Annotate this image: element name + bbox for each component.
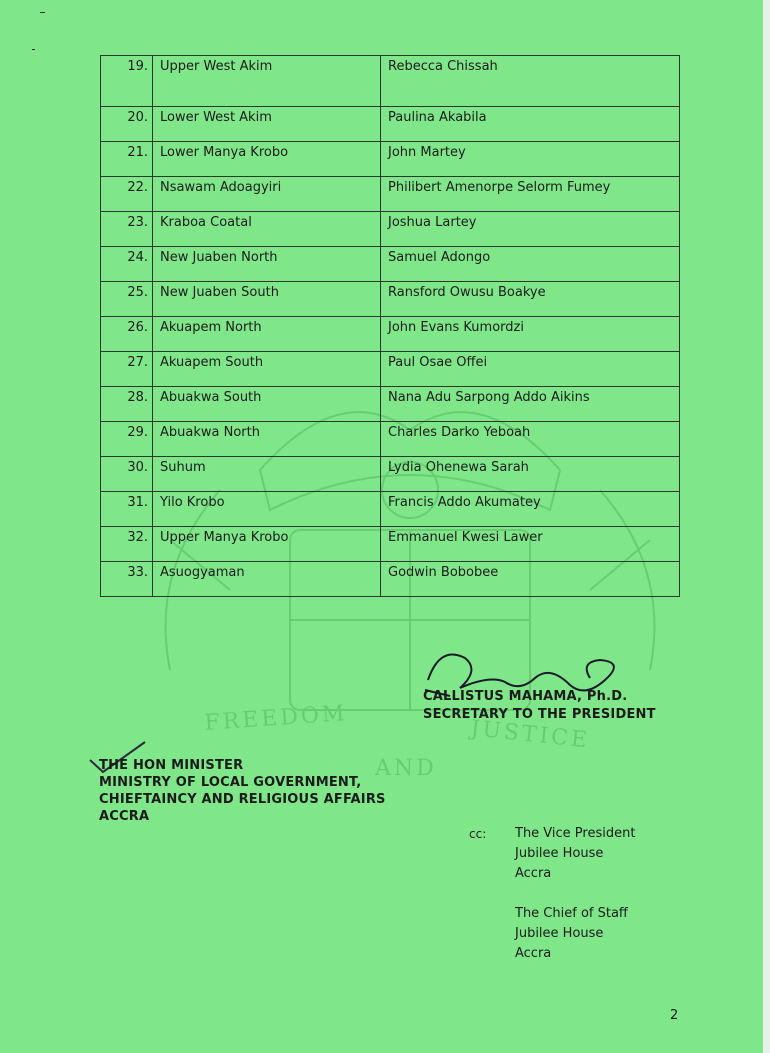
appointee-name: Nana Adu Sarpong Addo Aikins [381,387,680,422]
district-name: Upper Manya Krobo [153,527,381,562]
scan-edge [763,0,770,1053]
district-name: Abuakwa North [153,422,381,457]
appointee-name: John Evans Kumordzi [381,317,680,352]
row-number: 20. [101,107,153,142]
scan-speck [40,12,45,13]
row-number: 30. [101,457,153,492]
appointee-name: Lydia Ohenewa Sarah [381,457,680,492]
row-number: 28. [101,387,153,422]
watermark-word-freedom: FREEDOM [203,701,349,736]
district-name: Abuakwa South [153,387,381,422]
cc-recipient-chief-of-staff [515,904,628,964]
appointee-name: Joshua Lartey [381,212,680,247]
table-row [101,457,680,492]
district-name: Akuapem North [153,317,381,352]
addressee-line: THE HON MINISTER [99,758,244,773]
district-name: Asuogyaman [153,562,381,597]
watermark-word-and: AND [375,756,437,781]
district-name: Upper West Akim [153,56,381,107]
addressee-line: MINISTRY OF LOCAL GOVERNMENT, [99,775,362,790]
row-number: 29. [101,422,153,457]
appointee-name: Charles Darko Yeboah [381,422,680,457]
appointments-table-body [101,56,680,597]
row-number: 32. [101,527,153,562]
appointee-name: Ransford Owusu Boakye [381,282,680,317]
table-row [101,422,680,457]
cc-line: The Chief of Staff [515,906,628,921]
district-name: Suhum [153,457,381,492]
row-number: 22. [101,177,153,212]
table-row [101,492,680,527]
district-name: Nsawam Adoagyiri [153,177,381,212]
page-number: 2 [670,1008,679,1023]
watermark-word-justice: JUSTICE [469,716,592,754]
district-name: New Juaben North [153,247,381,282]
row-number: 25. [101,282,153,317]
district-name: Yilo Krobo [153,492,381,527]
cc-recipient-vice-president [515,824,635,884]
appointee-name: Francis Addo Akumatey [381,492,680,527]
appointee-name: Philibert Amenorpe Selorm Fumey [381,177,680,212]
district-name: New Juaben South [153,282,381,317]
table-row [101,527,680,562]
table-row [101,212,680,247]
appointee-name: John Martey [381,142,680,177]
scan-speck [32,49,35,50]
table-row [101,142,680,177]
table-row [101,562,680,597]
cc-line: The Vice President [515,826,636,841]
appointee-name: Emmanuel Kwesi Lawer [381,527,680,562]
cc-label: cc: [469,827,487,841]
appointee-name: Godwin Bobobee [381,562,680,597]
addressee-line: ACCRA [99,809,150,824]
appointee-name: Paul Osae Offei [381,352,680,387]
signatory-block [423,688,656,724]
district-name: Lower Manya Krobo [153,142,381,177]
table-row [101,317,680,352]
district-name: Lower West Akim [153,107,381,142]
district-name: Akuapem South [153,352,381,387]
table-row [101,247,680,282]
cc-line: Accra [515,946,552,961]
addressee-block [99,757,386,825]
district-name: Kraboa Coatal [153,212,381,247]
table-row [101,387,680,422]
appointee-name: Paulina Akabila [381,107,680,142]
table-row [101,177,680,212]
table-row [101,282,680,317]
table-row [101,352,680,387]
row-number: 21. [101,142,153,177]
row-number: 33. [101,562,153,597]
row-number: 27. [101,352,153,387]
signatory-title: SECRETARY TO THE PRESIDENT [423,707,656,722]
cc-line: Jubilee House [515,846,604,861]
table-row [101,56,680,107]
appointee-name: Samuel Adongo [381,247,680,282]
row-number: 31. [101,492,153,527]
addressee-line: CHIEFTAINCY AND RELIGIOUS AFFAIRS [99,792,386,807]
signatory-name: CALLISTUS MAHAMA, Ph.D. [423,689,628,704]
table-row [101,107,680,142]
cc-line: Jubilee House [515,926,604,941]
row-number: 23. [101,212,153,247]
row-number: 26. [101,317,153,352]
row-number: 24. [101,247,153,282]
appointments-table [100,55,680,597]
appointee-name: Rebecca Chissah [381,56,680,107]
row-number: 19. [101,56,153,107]
cc-line: Accra [515,866,552,881]
